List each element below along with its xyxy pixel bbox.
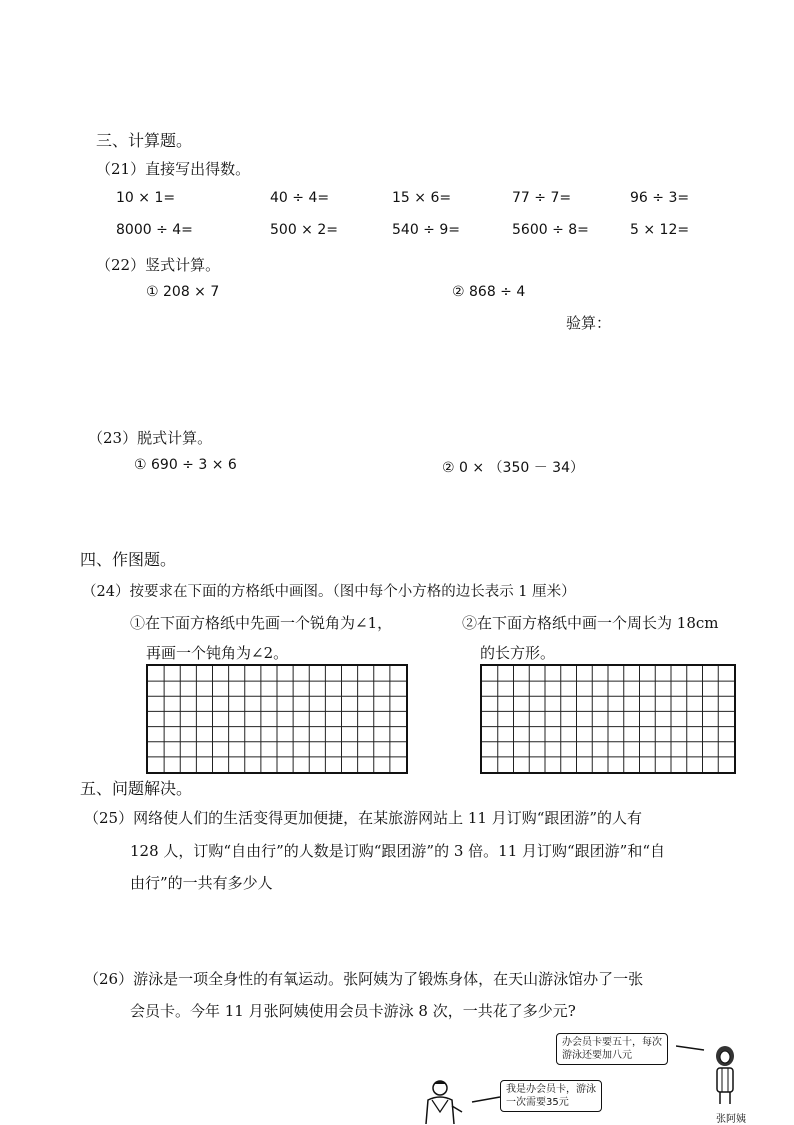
q21-r1-c2: 40 ÷ 4= (270, 190, 330, 206)
q21-r1-c5: 96 ÷ 3= (630, 190, 690, 206)
q22-item1: ① 208 × 7 (146, 284, 220, 300)
q22-item2: ② 868 ÷ 4 (452, 284, 526, 300)
grid-paper-left[interactable] (146, 664, 408, 774)
q24-left-line2: 再画一个钝角为∠2。 (146, 644, 289, 662)
q23-item2: ② 0 × （350 － 34） (442, 460, 584, 476)
q21-label: （21）直接写出得数。 (96, 160, 251, 178)
q21-r2-c3: 540 ÷ 9= (392, 222, 460, 238)
q24-right-line2: 的长方形。 (480, 644, 556, 662)
q23-label: （23）脱式计算。 (88, 429, 213, 447)
woman-figure-icon (708, 1044, 744, 1106)
q21-r2-c4: 5600 ÷ 8= (512, 222, 589, 238)
bubble-right-line1: 办会员卡要五十，每次 (562, 1037, 662, 1048)
bubble-left-tail-icon (470, 1092, 502, 1106)
speech-bubble-left (500, 1080, 602, 1112)
q21-r2-c1: 8000 ÷ 4= (116, 222, 193, 238)
bubble-right-line2: 游泳还要加八元 (562, 1050, 632, 1061)
grid-lines-left (148, 666, 406, 772)
q21-r1-c1: 10 × 1= (116, 190, 176, 206)
grid-paper-right[interactable] (480, 664, 736, 774)
bubble-left-line2: 一次需要35元 (506, 1097, 569, 1108)
person-label: 张阿姨 (716, 1114, 746, 1125)
q22-label: （22）竖式计算。 (96, 256, 221, 274)
section5-title: 五、问题解决。 (80, 779, 193, 798)
q21-r2-c2: 500 × 2= (270, 222, 338, 238)
bubble-right-tail-icon (676, 1040, 706, 1054)
section4-title: 四、作图题。 (80, 550, 177, 569)
q22-check: 验算： (566, 314, 612, 332)
bubble-left-line1: 我是办会员卡，游泳 (506, 1084, 596, 1095)
q25-line1: （25）网络使人们的生活变得更加便捷，在某旅游网站上 11 月订购“跟团游”的人有 (84, 809, 643, 827)
grid-lines-right (482, 666, 734, 772)
q26-line2: 会员卡。今年 11 月张阿姨使用会员卡游泳 8 次，一共花了多少元? (130, 1002, 576, 1020)
section3-title: 三、计算题。 (96, 131, 193, 150)
q23-item1: ① 690 ÷ 3 × 6 (134, 457, 237, 473)
q21-r1-c3: 15 × 6= (392, 190, 452, 206)
q26-line1: （26）游泳是一项全身性的有氧运动。张阿姨为了锻炼身体，在天山游泳馆办了一张 (84, 970, 644, 988)
man-figure-icon (418, 1078, 466, 1124)
q21-r1-c4: 77 ÷ 7= (512, 190, 572, 206)
q25-line3: 由行”的一共有多少人 (130, 874, 273, 892)
q21-r2-c5: 5 × 12= (630, 222, 690, 238)
q25-line2: 128 人，订购“自由行”的人数是订购“跟团游”的 3 倍。11 月订购“跟团游”和“自 (130, 842, 666, 860)
q24-left-line1: ①在下面方格纸中先画一个锐角为∠1， (130, 614, 393, 632)
q24-right-line1: ②在下面方格纸中画一个周长为 18cm (462, 614, 719, 632)
speech-bubble-right (556, 1033, 668, 1065)
q24-label: （24）按要求在下面的方格纸中画图。（图中每个小方格的边长表示 1 厘米） (82, 584, 576, 600)
